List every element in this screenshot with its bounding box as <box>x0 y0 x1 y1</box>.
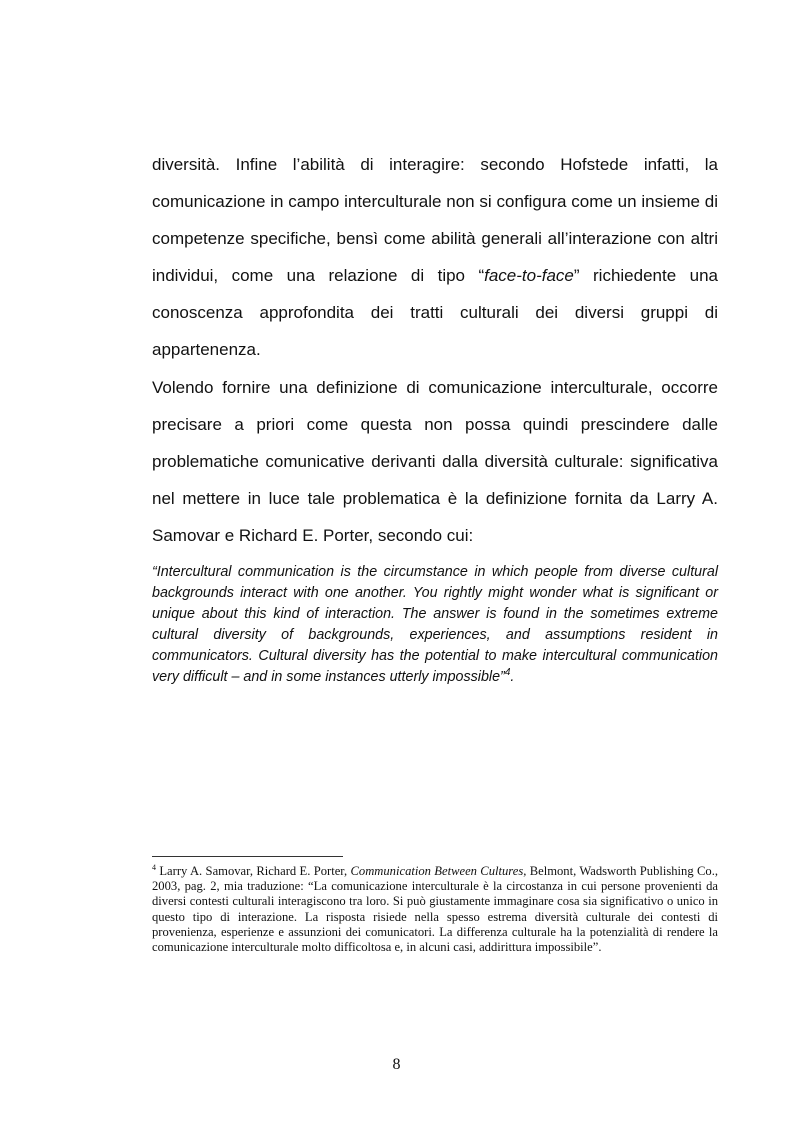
footnote-book-title: Communication Between Cultures, <box>350 864 527 878</box>
footnote-author: Larry A. Samovar, Richard E. Porter, <box>156 864 351 878</box>
quote-footnote-ref[interactable]: 4 <box>504 666 511 678</box>
footnote <box>152 864 718 955</box>
page-number: 8 <box>392 1056 401 1073</box>
paragraph-2: Volendo fornire una definizione di comunicazione interculturale, occorre precisare a priori come questa non possa quindi prescindere dalle problematiche comunicative derivanti dalla diversità culturale: significativa nel mettere in luce tale problematica è la definizione fornita da Larry A. Samovar e Richard E. Porter, secondo cui: <box>152 377 718 545</box>
paragraph-1-end: ” richiedente una conoscenza approfondita dei tratti culturali dei diversi gruppi di appartenenza. <box>152 266 718 360</box>
footnote-rest: Belmont, Wadsworth Publishing Co., 2003, pag. 2, mia traduzione: “La comunicazione interculturale è la circostanza in cui persone provenienti da diversi contesti culturali interagiscono tra loro. Si può giustamente immaginare cosa sia significativo o unico in questo tipo di interazione. La risposta risiede nella spesso estrema diversità culturale dei contesti di provenienza, esperienze e assunzioni dei comunicatori. La differenza culturale ha la potenzialità di rendere la comunicazione interculturale molto difficoltosa e, in alcuni casi, addirittura impossibile”. <box>152 864 718 955</box>
quote-end-punct: . <box>510 668 515 685</box>
body-text <box>152 146 718 554</box>
footnote-marker: 4 <box>152 862 156 872</box>
quote-text: “Intercultural communication is the circumstance in which people from diverse cultural backgrounds interact with one another. You rightly might wonder what is significant or unique about this kind of interaction. The answer is found in the sometimes extreme cultural diversity of backgrounds, experiences, and assumptions resident in communicators. Cultural diversity has the potential to make intercultural communication very difficult – and in some instances utterly impossible” <box>152 564 718 685</box>
paragraph-1-text: diversità. Infine l’abilità di interagire: secondo Hofstede infatti, la comunicazione in campo interculturale non si configura come un insieme di competenze specifiche, bensì come abilità generali all’interazione con altri individui, come una relazione di tipo “ <box>152 155 718 286</box>
paragraph-1 <box>152 146 718 369</box>
block-quote <box>152 562 718 687</box>
footnote-separator <box>152 856 343 857</box>
paragraph-1-italic: face-to-face <box>484 266 574 286</box>
